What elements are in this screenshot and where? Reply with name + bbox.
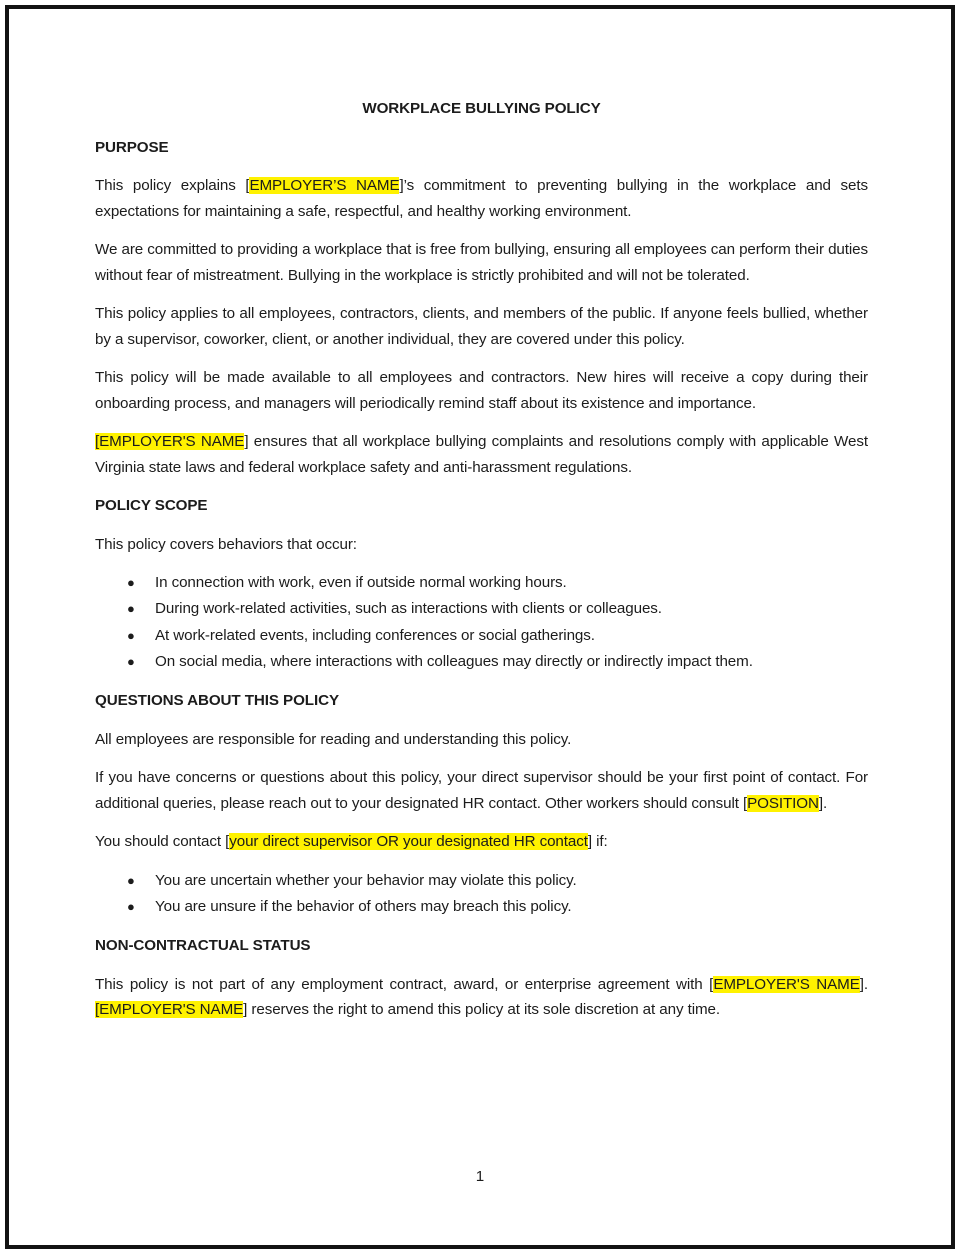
highlighted-placeholder: EMPLOYER'S NAME [713,975,860,993]
section-heading: PURPOSE [95,138,169,156]
section-heading: NON-CONTRACTUAL STATUS [95,937,311,955]
list-item-text: You are unsure if the behavior of others may breach this policy. [155,897,572,915]
list-item [95,596,868,622]
text-run: ] if: [587,833,608,851]
paragraph [95,429,868,480]
list-item [95,868,868,894]
document-body [95,135,868,1023]
bullet-icon: ● [127,898,135,914]
text-run: This policy covers behaviors that occur: [95,535,357,553]
page-number: 1 [475,1168,485,1185]
text-run: You should contact [ [95,833,230,851]
text-run: All employees are responsible for reading and understanding this policy. [95,730,572,748]
text-run: This policy is not part of any employment contract, award, or enterprise agreement with [ [95,975,714,993]
highlighted-placeholder: [EMPLOYER'S NAME [95,433,245,450]
list-item-text: At work-related events, including conferences or social gatherings. [155,626,595,644]
bullet-list [95,570,868,675]
list-item [95,570,868,596]
bullet-icon: ● [127,653,135,669]
highlighted-placeholder: POSITION [747,794,819,812]
highlighted-placeholder: your direct supervisor OR your designated HR contact [229,833,588,851]
document-title: WORKPLACE BULLYING POLICY [362,100,601,117]
bullet-icon: ● [127,872,135,888]
list-item-text: During work-related activities, such as interactions with clients or colleagues. [155,600,662,618]
bullet-list [95,868,868,921]
paragraph [95,727,868,753]
section-heading: QUESTIONS ABOUT THIS POLICY [95,692,339,710]
text-run: ]’s commitment to preventing bullying in the workplace and sets expectations for maintaining a safe, respectful, and healthy working environment. [95,177,868,220]
list-item-text: You are uncertain whether your behavior may violate this policy. [155,871,577,889]
text-run: This policy will be made available to all employees and contractors. New hires will receive a copy during their onboarding process, and managers will periodically remind staff about its existence and importance. [95,369,868,412]
highlighted-placeholder: [EMPLOYER'S NAME [95,1001,244,1019]
paragraph [95,532,868,558]
paragraph [95,301,868,352]
text-run: This policy explains [ [95,177,250,194]
highlighted-placeholder: EMPLOYER’S NAME [249,177,400,194]
paragraph [95,365,868,416]
text-run: If you have concerns or questions about this policy, your direct supervisor should be your first point of contact. For additional queries, please reach out to your designated HR contact. Other workers should consult [ [95,769,868,812]
text-run: This policy applies to all employees, contractors, clients, and members of the public. If anyone feels bullied, whether by a supervisor, coworker, client, or another individual, they are covered under this policy. [95,305,868,348]
text-run: ]. [859,975,869,993]
paragraph [95,829,868,855]
list-item [95,623,868,649]
list-item-text: On social media, where interactions with colleagues may directly or indirectly impact them. [155,652,753,670]
section-heading: POLICY SCOPE [95,497,208,514]
list-item [95,894,868,920]
document-content [95,96,868,1036]
bullet-icon: ● [127,627,135,643]
paragraph [95,972,868,1023]
text-run: ] ensures that all workplace bullying complaints and resolutions comply with applicable West Virginia state laws and federal workplace safety and anti-harassment regulations. [95,433,868,476]
bullet-icon: ● [127,575,135,590]
bullet-icon: ● [127,601,135,617]
text-run: ]. [818,794,828,812]
list-item-text: In connection with work, even if outside normal working hours. [155,574,567,591]
paragraph [95,765,868,816]
paragraph [95,237,868,288]
paragraph [95,173,868,224]
text-run: ] reserves the right to amend this policy at its sole discretion at any time. [243,1001,720,1019]
list-item [95,649,868,675]
text-run: We are committed to providing a workplace that is free from bullying, ensuring all employees can perform their duties without fear of mistreatment. Bullying in the workplace is strictly prohibited and will not be tolerated. [95,241,868,284]
